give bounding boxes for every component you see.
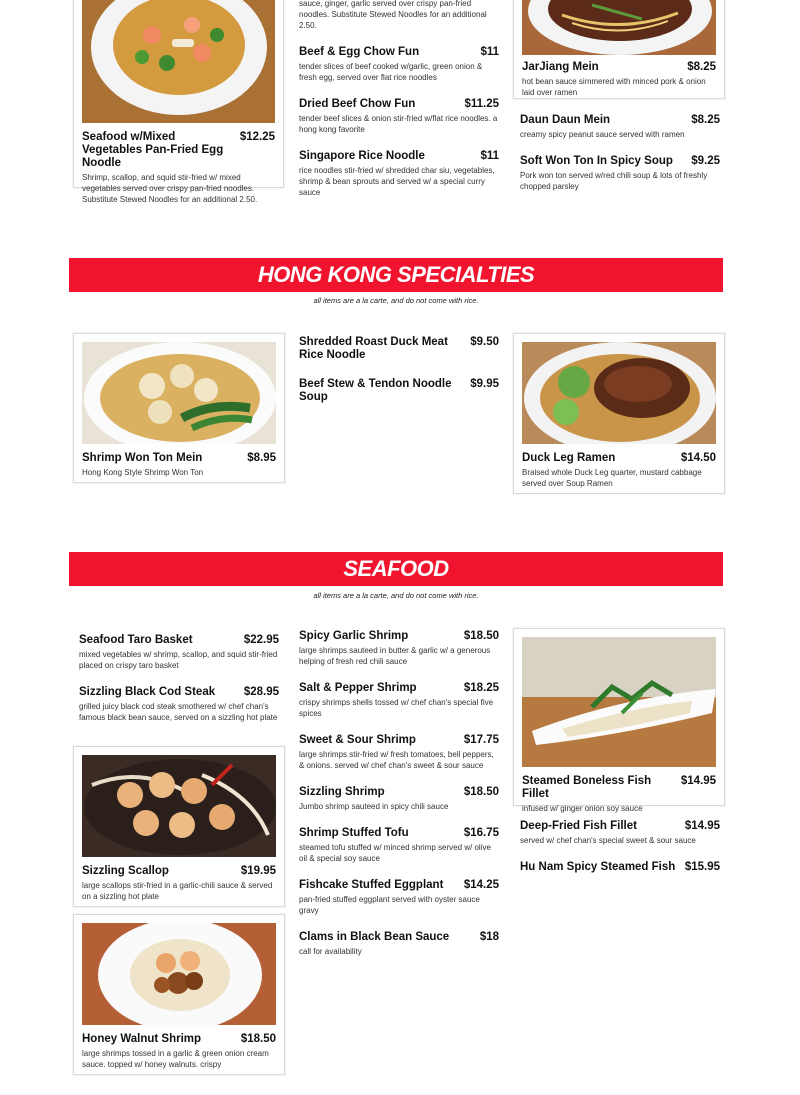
item-description: Shrimp, scallop, and squid stir-fried w/ mixed vegetables served over crispy pan-fried noodles. Substitute Stewed Noodles for an additional 2.50. — [82, 173, 258, 204]
item-name: Soft Won Ton In Spicy Soup — [520, 155, 673, 167]
item-description: pan-fried stuffed eggplant served with oyster sauce gravy — [299, 895, 480, 915]
item-name: Hu Nam Spicy Steamed Fish — [520, 861, 676, 873]
item-price: $9.25 — [691, 155, 720, 167]
menu-item-sizzling-black-cod[interactable] — [79, 686, 279, 723]
menu-item-singapore-rice-noodle[interactable] — [299, 150, 499, 198]
item-name: Sizzling Scallop — [82, 865, 169, 877]
item-price: $14.25 — [463, 879, 499, 891]
item-description: large shrimps tossed in a garlic & green onion cream sauce. topped w/ honey walnuts. crispy — [82, 1049, 269, 1069]
item-name: Salt & Pepper Shrimp — [299, 682, 417, 694]
item-name: Honey Walnut Shrimp — [82, 1033, 202, 1045]
menu-item-clams-black-bean[interactable] — [299, 931, 499, 957]
item-price: $14.95 — [684, 820, 720, 832]
food-photo-jarjiang — [522, 0, 716, 55]
menu-card-jarjiang-mein[interactable] — [513, 0, 725, 99]
item-name: Daun Daun Mein — [520, 114, 611, 126]
menu-item-fishcake-eggplant[interactable] — [299, 879, 499, 916]
item-name: Shrimp Won Ton Mein — [82, 452, 203, 464]
plate-illustration — [82, 923, 276, 1025]
item-price: $18.50 — [463, 786, 499, 798]
plate-illustration — [522, 637, 716, 767]
sizzling-plate-illustration — [82, 755, 276, 857]
food-photo-steamed-fish — [522, 637, 716, 767]
item-price: $16.75 — [463, 827, 499, 839]
item-name: Shrimp Stuffed Tofu — [299, 827, 409, 839]
menu-item-sizzling-shrimp[interactable] — [299, 786, 499, 812]
item-description: large shrimps stir-fried w/ fresh tomatoes, bell peppers, & onions. served w/ chef chan's sweet & sour sauce — [299, 750, 494, 770]
menu-card-duck-leg-ramen[interactable] — [513, 333, 725, 494]
item-description: mixed vegetables w/ shrimp, scallop, and squid stir-fried placed on crispy taro basket — [79, 650, 278, 670]
item-description: tender beef slices & onion stir-fried w/flat rice noodles. a hong kong favorite — [299, 114, 498, 134]
item-price: $9.95 — [470, 378, 499, 390]
item-description: hot bean sauce simmered with minced pork & onion laid over ramen — [522, 77, 706, 97]
item-name: Clams in Black Bean Sauce — [299, 931, 450, 943]
menu-item-desc-continued — [299, 0, 499, 31]
food-photo-duck-leg — [522, 342, 716, 444]
item-description: Braised whole Duck Leg quarter, mustard cabbage served over Soup Ramen — [522, 468, 702, 488]
menu-item-salt-pepper-shrimp[interactable] — [299, 682, 499, 719]
item-name: JarJiang Mein — [522, 61, 599, 73]
item-price: $18.50 — [463, 630, 499, 642]
menu-card-honey-walnut-shrimp[interactable] — [73, 914, 285, 1075]
item-description: Pork won ton served w/red chili soup & lots of freshly chopped parsley — [520, 171, 708, 191]
menu-item-roast-duck-rice-noodle[interactable] — [299, 336, 499, 362]
item-name: Beef & Egg Chow Fun — [299, 46, 420, 58]
item-name: Deep-Fried Fish Fillet — [520, 820, 637, 832]
section-banner-hong-kong: HONG KONG SPECIALTIES — [69, 258, 723, 292]
food-photo-pan-fried-noodle — [82, 0, 275, 123]
item-name: Dried Beef Chow Fun — [299, 98, 416, 110]
item-description: grilled juicy black cod steak smothered w/ chef chan's famous black bean sauce, served on a sizzling hot plate — [79, 702, 278, 722]
menu-card-steamed-fish-fillet[interactable] — [513, 628, 725, 813]
menu-card-sizzling-scallop[interactable] — [73, 746, 285, 907]
menu-item-sweet-sour-shrimp[interactable] — [299, 734, 499, 771]
item-name: Spicy Garlic Shrimp — [299, 630, 409, 642]
item-name: Beef Stew & Tendon Noodle Soup — [299, 378, 452, 403]
item-name: Singapore Rice Noodle — [299, 150, 425, 162]
item-price: $8.25 — [691, 114, 720, 126]
section-banner-seafood: SEAFOOD — [69, 552, 723, 586]
item-name: Seafood w/Mixed Vegetables Pan-Fried Egg Noodle — [82, 131, 224, 169]
item-description: Hong Kong Style Shrimp Won Ton — [82, 468, 204, 477]
food-photo-won-ton — [82, 342, 276, 444]
item-description: creamy spicy peanut sauce served with ramen — [520, 130, 685, 139]
menu-item-dried-beef-chow-fun[interactable] — [299, 98, 499, 135]
item-description: tender slices of beef cooked w/garlic, green onion & fresh egg, served over flat rice noodles — [299, 62, 483, 82]
item-name: Sweet & Sour Shrimp — [299, 734, 416, 746]
item-description: large scallops stir-fried in a garlic-chili sauce & served on a sizzling hot plate — [82, 881, 273, 901]
item-description: infused w/ ginger onion soy sauce — [522, 804, 643, 813]
menu-item-shrimp-stuffed-tofu[interactable] — [299, 827, 499, 864]
item-description: rice noodles stir-fried w/ shredded char siu, vegetables, shrimp & bean sprouts and served w/ a special curry sauce — [299, 166, 495, 197]
food-photo-scallop — [82, 755, 276, 857]
menu-item-beef-stew-tendon[interactable] — [299, 378, 499, 404]
item-description: sauce, ginger, garlic served over crispy pan-fried noodles. Substitute Stewed Noodles for an additional 2.50. — [299, 0, 487, 30]
plate-illustration — [522, 0, 716, 55]
item-name: Sizzling Shrimp — [299, 786, 385, 798]
plate-illustration — [82, 0, 275, 123]
item-description: crispy shrimps shells tossed w/ chef chan's special five spices — [299, 698, 494, 718]
item-price: $28.95 — [243, 686, 279, 698]
item-price: $12.25 — [239, 131, 275, 143]
item-price: $8.95 — [247, 452, 276, 464]
item-price: $11.25 — [464, 98, 499, 110]
menu-item-daun-daun-mein[interactable] — [520, 114, 720, 140]
item-description: call for availability — [299, 947, 362, 956]
item-price: $17.75 — [463, 734, 499, 746]
item-price: $14.95 — [680, 775, 716, 787]
item-price: $9.50 — [470, 336, 499, 348]
menu-item-soft-won-ton[interactable] — [520, 155, 720, 192]
item-price: $18.25 — [463, 682, 499, 694]
item-name: Seafood Taro Basket — [79, 634, 193, 646]
item-price: $22.95 — [243, 634, 279, 646]
item-description: Jumbo shrimp sauteed in spicy chili sauce — [299, 802, 449, 811]
item-price: $15.95 — [684, 861, 720, 873]
section-note: all items are a la carte, and do not come with rice. — [313, 296, 479, 305]
item-description: steamed tofu stuffed w/ minced shrimp served w/ olive oil & special soy sauce — [299, 843, 491, 863]
menu-item-seafood-taro-basket[interactable] — [79, 634, 279, 671]
item-name: Fishcake Stuffed Eggplant — [299, 879, 444, 891]
food-photo-honey-walnut — [82, 923, 276, 1025]
item-price: $8.25 — [687, 61, 716, 73]
menu-card-shrimp-won-ton-mein[interactable] — [73, 333, 285, 483]
item-price: $18 — [479, 931, 499, 943]
menu-item-spicy-garlic-shrimp[interactable] — [299, 630, 499, 667]
item-price: $11 — [480, 46, 499, 58]
item-name: Steamed Boneless Fish Fillet — [522, 775, 652, 800]
item-name: Sizzling Black Cod Steak — [79, 686, 216, 698]
bowl-illustration — [522, 342, 716, 444]
item-name: Shredded Roast Duck Meat Rice Noodle — [299, 336, 448, 361]
bowl-illustration — [82, 342, 276, 444]
item-price: $18.50 — [240, 1033, 276, 1045]
item-price: $11 — [480, 150, 499, 162]
menu-item-deep-fried-fish-fillet[interactable] — [520, 820, 720, 846]
section-note: all items are a la carte, and do not come with rice. — [313, 591, 479, 600]
menu-item-hu-nam-spicy-fish[interactable] — [520, 861, 720, 874]
menu-card-seafood-mixed-veg[interactable] — [73, 0, 284, 204]
item-description: served w/ chef chan's special sweet & sour sauce — [520, 836, 696, 845]
menu-item-beef-egg-chow-fun[interactable] — [299, 46, 499, 83]
item-description: large shrimps sauteed in butter & garlic w/ a generous helping of fresh red chili sauce — [299, 646, 491, 666]
item-price: $19.95 — [240, 865, 276, 877]
item-price: $14.50 — [680, 452, 716, 464]
item-name: Duck Leg Ramen — [522, 452, 616, 464]
